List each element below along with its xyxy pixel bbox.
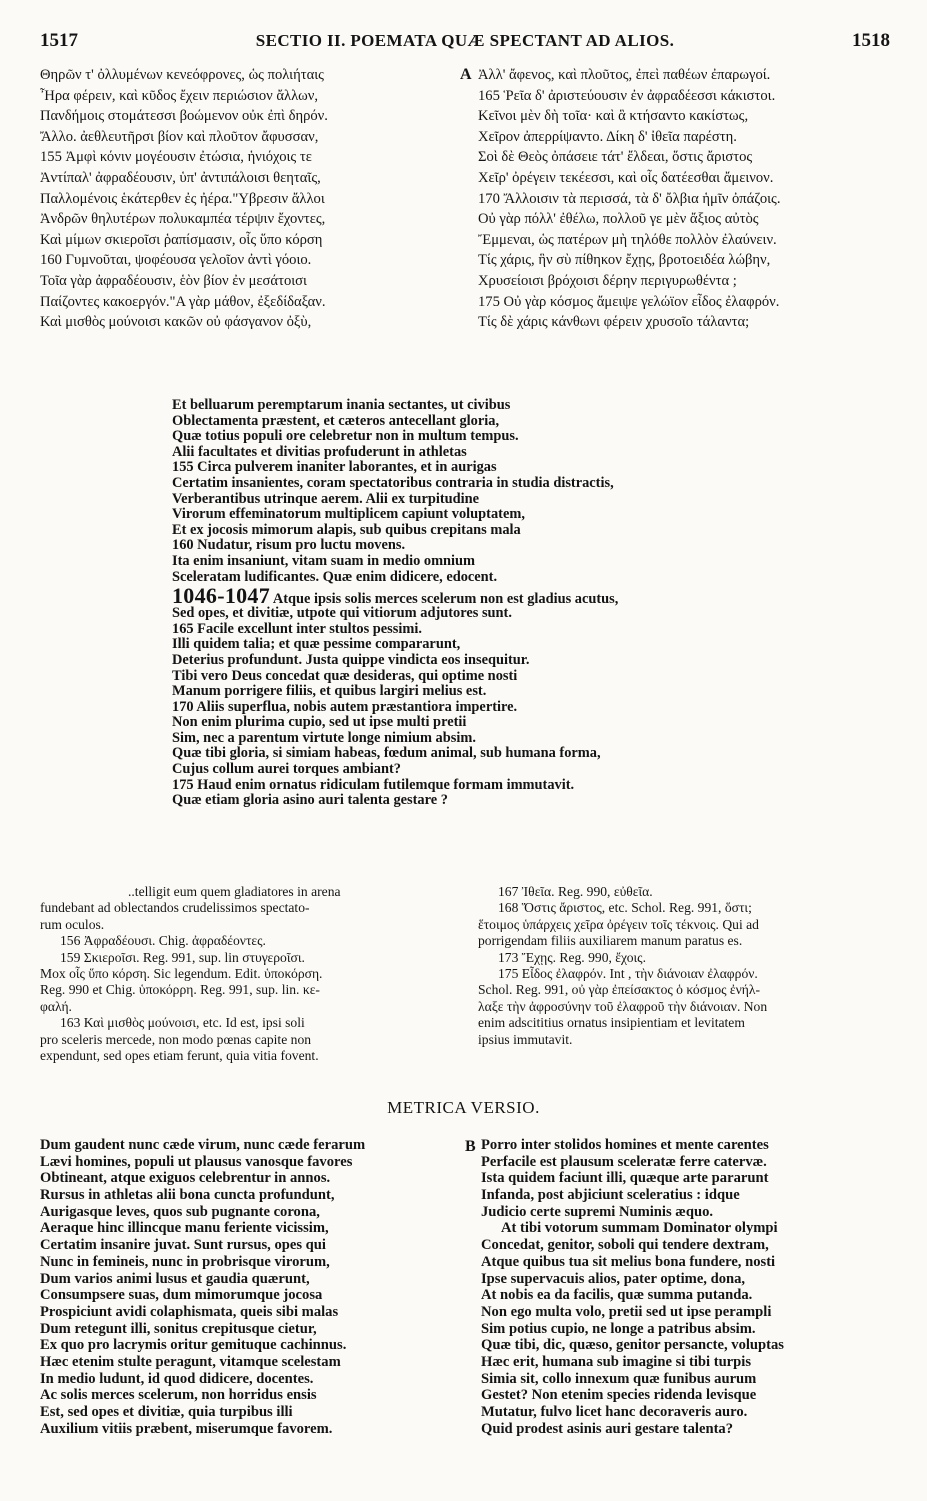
column-number: 1046-1047 xyxy=(172,585,271,607)
greek-line: Πανδήμοις στομάτεσσι βοώμενον οὐκ ἐπὶ δηρόν. xyxy=(40,108,328,125)
page-number-left: 1517 xyxy=(40,30,78,51)
metrica-left xyxy=(40,1137,460,1437)
verse-line: Sim potius cupio, ne longe a patribus absim. xyxy=(481,1320,756,1337)
verse-line: Mutatur, fulvo licet hanc decoraveris auro. xyxy=(481,1404,748,1420)
latin-line: Et ex jocosis mimorum alapis, sub quibus crepitans mala xyxy=(172,522,521,538)
footnote-line: ipsius immutavit. xyxy=(478,1031,573,1047)
footnote-line: 159 Σκιεροῖσι. Reg. 991, sup. lin στυγεροῖσι. xyxy=(60,949,305,965)
margin-marker-a: A xyxy=(460,66,472,83)
latin-line: Cujus collum aurei torques ambiant? xyxy=(172,762,401,778)
verse-line: Judicio certe supremi Numinis æquo. xyxy=(481,1203,714,1220)
greek-text-left xyxy=(40,65,458,333)
verse-line: Nunc in femineis, nunc in probrisque virorum, xyxy=(40,1253,330,1270)
verse-line: Lævi homines, populi ut plausus vanosque favores xyxy=(40,1153,353,1170)
verse-line: Quid prodest asinis auri gestare talenta? xyxy=(481,1420,734,1437)
footnote-line: 167 Ἰθεῖα. Reg. 990, εὐθεῖα. xyxy=(498,884,653,899)
verse-line: Certatim insanire juvat. Sunt rursus, opes qui xyxy=(40,1237,326,1254)
latin-line-with-column-number xyxy=(172,585,812,606)
verse-line: Rursus in athletas alii bona cuncta profundunt, xyxy=(40,1187,335,1204)
footnote-line: 173 Ἔχῃς. Reg. 990, ἔχοις. xyxy=(498,949,646,965)
latin-line: 165 Facile excellunt inter stultos pessimi. xyxy=(172,621,422,637)
verse-line: Quæ tibi, dic, quæso, genitor persancte, voluptas xyxy=(481,1337,784,1354)
footnote-line: 163 Καὶ μισθὸς μούνοισι, etc. Id est, ipsi soli xyxy=(60,1015,305,1031)
verse-line: In medio ludunt, id quod didicere, docentes. xyxy=(40,1370,314,1387)
latin-line: Deterius profundunt. Justa quippe vindicta eos insequitur. xyxy=(172,652,530,668)
greek-text-right xyxy=(478,65,890,333)
footnote-line: fundebant ad oblectandos crudelissimos spectato- xyxy=(40,900,310,916)
latin-line-text: Atque ipsis solis merces scelerum non est gladius acutus, xyxy=(272,591,619,607)
greek-line: Οὐ γὰρ πόλλ' ἐθέλω, πολλοῦ γε μὲν ἄξιος αὐτὸς xyxy=(478,211,759,228)
footnote-line: pro sceleris mercede, non modo pœnas capite non xyxy=(40,1031,312,1047)
verse-line: Hæc erit, humana sub imagine si tibi turpis xyxy=(481,1353,752,1370)
latin-line: Manum porrigere filiis, et quibus largiri melius est. xyxy=(172,684,487,700)
latin-line: Sed opes, et divitiæ, utpote qui vitiorum adjutores sunt. xyxy=(172,606,512,622)
verse-line: Simia sit, collo innexum quæ funibus aurum xyxy=(481,1370,757,1387)
footnote-line: λαξε τὴν ἀφροσύνην τοῦ ἐλαφροῦ τὴν διάνοιαν. Non xyxy=(478,998,768,1014)
verse-line: Dum gaudent nunc cæde virum, nunc cæde ferarum xyxy=(40,1137,366,1153)
page-header xyxy=(40,30,890,56)
latin-translation xyxy=(172,398,812,809)
latin-line: Certatim insanientes, coram spectatoribus contraria in studia distractis, xyxy=(172,475,614,491)
verse-line: Aeraque hinc illincque manu feriente vicissim, xyxy=(40,1220,329,1237)
verse-line: Ex quo pro lacrymis oritur gemituque cachinnus. xyxy=(40,1337,347,1354)
verse-line: Ipse supervacuis alios, pater optime, dona, xyxy=(481,1270,746,1287)
footnote-line: Schol. Reg. 991, οὐ γὰρ ἐπείσακτος ὁ κόσμος ἐνήλ- xyxy=(478,982,760,998)
greek-line: Ἦρα φέρειν, καὶ κῦδος ἔχειν περιώσιον ἄλλων, xyxy=(40,87,319,104)
verse-line: Non ego multa volo, pretii sed ut ipse perampli xyxy=(481,1303,772,1320)
greek-line: Καὶ μισθὸς μούνοισι κακῶν οὐ φάσγανον ὀξὺ, xyxy=(40,314,312,331)
latin-line: Oblectamenta præstent, et cæteros antecellant gloria, xyxy=(172,413,500,429)
greek-line: 175 Οὐ γὰρ κόσμος ἄμειψε γελώϊον εἶδος ἐλαφρόν. xyxy=(478,293,780,310)
verse-line: Aurigasque leves, quos sub pugnante corona, xyxy=(40,1203,320,1220)
latin-line: Quæ etiam gloria asino auri talenta gestare ? xyxy=(172,793,448,809)
footnote-line: expendunt, sed opes etiam ferunt, quia vitia fovent. xyxy=(40,1047,319,1063)
greek-line: Ἀντίπαλ' ἀφραδέουσιν, ὑπ' ἀντιπάλοισι θεηταῖς, xyxy=(40,169,321,186)
verse-line: At nobis ea da facilis, quæ summa putanda. xyxy=(481,1287,753,1304)
greek-line: 160 Γυμνοῦται, ψοφέουσα γελοῖον ἀντὶ γόοιο. xyxy=(40,252,312,269)
latin-line: Alii facultates et divitias profuderunt in athletas xyxy=(172,444,467,460)
footnotes-right xyxy=(478,884,890,1048)
verse-line: Perfacile est plausum sceleratæ ferre catervæ. xyxy=(481,1153,767,1170)
greek-line: Ἄλλο. ἀεθλευτῆρσι βίον καὶ πλοῦτον ἄφυσσαν, xyxy=(40,128,319,145)
footnote-line: rum oculos. xyxy=(40,916,105,932)
verse-line: Atque quibus tua sit melius bona fundere, nosti xyxy=(481,1253,776,1270)
greek-line: Χρυσείοισι βρόχοισι δέρην περιγυρωθέντα ; xyxy=(478,272,737,289)
greek-line: Παλλομένοις ἑκάτερθεν ἐς ἠέρα."Υβρεσιν ἄλλοι xyxy=(40,190,325,207)
footnote-line: φαλή. xyxy=(40,998,72,1014)
verse-line: Est, sed opes et divitiæ, quia turpibus illi xyxy=(40,1404,293,1420)
latin-line: 155 Circa pulverem inaniter laborantes, et in aurigas xyxy=(172,460,497,476)
greek-line: Ἔμμεναι, ὡς πατέρων μὴ τηλόθε πολλὸν ἐλαύνειν. xyxy=(478,231,777,248)
footnote-line: ..telligit eum quem gladiatores in arena xyxy=(128,884,341,899)
greek-line: Καὶ μίμων σκιεροῖσι ῥαπίσμασιν, οἷς ὕπο κόρση xyxy=(40,231,323,248)
latin-line: Virorum effeminatorum multiplicem capiunt voluptatem, xyxy=(172,507,525,523)
metrica-right xyxy=(481,1137,891,1437)
verse-line: Dum varios animi lusus et gaudia quærunt, xyxy=(40,1270,310,1287)
verse-line: Hæc etenim stulte peragunt, vitamque scelestam xyxy=(40,1353,341,1370)
latin-line: 175 Haud enim ornatus ridiculam futilemque formam immutavit. xyxy=(172,777,575,793)
footnote-line: 168 Ὅστις ἄριστος, etc. Schol. Reg. 991, ὅστι; xyxy=(498,900,752,916)
footnote-line: Mox οἷς ὕπο κόρση. Sic legendum. Edit. ὑποκόρση. xyxy=(40,965,323,981)
latin-line: Non enim plurima cupio, sed ut ipse multi pretii xyxy=(172,715,467,731)
latin-line: Et belluarum peremptarum inania sectantes, ut civibus xyxy=(172,398,511,413)
greek-line: Σοὶ δὲ Θεὸς ὀπάσειε τάτ' ἔλδεαι, ὅστις ἄριστος xyxy=(478,149,753,166)
latin-line: Quæ tibi gloria, si simiam habeas, fœdum animal, sub humana forma, xyxy=(172,746,601,762)
footnotes-left xyxy=(40,884,458,1064)
greek-line: Τοῖα γὰρ ἀφραδέουσιν, ἑὸν βίον ἐν μεσάτοισι xyxy=(40,272,307,289)
footnote-line: Reg. 990 et Chig. ὑποκόρρη. Reg. 991, sup. lin. κε- xyxy=(40,982,320,998)
verse-line: Gestet? Non etenim species ridenda levisque xyxy=(481,1387,757,1404)
running-title: SECTIO II. POEMATA QUÆ SPECTANT AD ALIOS. xyxy=(255,31,675,50)
greek-line: Τίς δὲ χάρις κάνθωνι φέρειν χρυσοῖο τάλαντα; xyxy=(478,314,750,331)
metrica-versio-title: METRICA VERSIO. xyxy=(387,1098,540,1117)
greek-line: 165 Ῥεῖα δ' ἀριστεύουσιν ἐν ἀφραδέεσσι κάκιστοι. xyxy=(478,87,776,104)
latin-line: Ita enim insaniunt, vitam suam in medio omnium xyxy=(172,553,476,569)
verse-line: Prospiciunt avidi colaphismata, queis sibi malas xyxy=(40,1303,339,1320)
verse-line: Ista quidem faciunt illi, quæque arte pararunt xyxy=(481,1170,769,1187)
greek-line: Ἀλλ' ἄφενος, καὶ πλοῦτος, ἐπεὶ παθέων ἐπαρωγοί. xyxy=(478,67,771,83)
greek-line: Κεῖνοι μὲν δὴ τοῖα· καὶ ἃ κτήσαντο κακίστως, xyxy=(478,108,749,125)
footnote-line: enim adscititius ornatus insipientiam et levitatem xyxy=(478,1015,745,1031)
verse-line: Infanda, post abjiciunt sceleratius : idque xyxy=(481,1187,740,1204)
footnote-line: porrigendam filiis auxiliarem manum paratus es. xyxy=(478,933,743,949)
verse-line: Porro inter stolidos homines et mente carentes xyxy=(481,1137,769,1153)
page-number-right: 1518 xyxy=(852,30,890,51)
latin-line: 160 Nudatur, risum pro luctu movens. xyxy=(172,538,406,554)
footnote-line: 156 Ἀφραδέουσι. Chig. ἀφραδέοντες. xyxy=(60,933,266,949)
greek-line: Χεῖρον ἀπερρίψαντο. Δίκη δ' ἰθεῖα παρέστη. xyxy=(478,128,737,145)
latin-line: Tibi vero Deus concedat quæ desideras, qui optime nosti xyxy=(172,668,518,684)
margin-marker-b: B xyxy=(465,1138,476,1155)
verse-line: At tibi votorum summam Dominator olympi xyxy=(501,1220,778,1237)
verse-line: Dum retegunt illi, sonitus crepitusque cietur, xyxy=(40,1320,317,1337)
greek-line: Χεῖρ' ὀρέγειν τεκέεσσι, καὶ οἷς δατέεσθαι ἄμεινον. xyxy=(478,169,774,186)
verse-line: Obtineant, atque exiguos celebrentur in annos. xyxy=(40,1170,331,1187)
latin-line: Sceleratam ludificantes. Quæ enim didicere, edocent. xyxy=(172,569,498,585)
latin-line: Illi quidem talia; et quæ pessime compararunt, xyxy=(172,637,461,653)
verse-line: Ac solis merces scelerum, non horridus ensis xyxy=(40,1387,317,1404)
greek-line: Παίζοντες κακοεργόν."Α γὰρ μάθον, ἐξεδίδαξαν. xyxy=(40,293,326,310)
greek-line: Θηρῶν τ' ὀλλυμένων κενεόφρονες, ὡς πολιήταις xyxy=(40,67,324,83)
footnote-line: 175 Εἶδος ἐλαφρόν. Int , τὴν διάνοιαν ἐλαφρόν. xyxy=(498,965,758,981)
greek-line: 170 Ἄλλοισιν τὰ περισσά, τὰ δ' ὄλβια ἡμῖν ὀπάζοις. xyxy=(478,190,781,207)
greek-line: 155 Ἀμφὶ κόνιν μογέουσιν ἐτώσια, ἡνιόχοις τε xyxy=(40,149,312,166)
verse-line: Concedat, genitor, soboli qui tendere dextram, xyxy=(481,1237,769,1254)
latin-line: Sim, nec a parentum virtute longe nimium absim. xyxy=(172,730,476,746)
greek-line: Τίς χάρις, ἣν σὺ πίθηκον ἔχῃς, βροτοειδέα λώβην, xyxy=(478,252,771,269)
latin-line: Quæ totius populi ore celebretur non in multum tempus. xyxy=(172,429,519,445)
verse-line: Consumpsere suas, dum mimorumque jocosa xyxy=(40,1287,323,1304)
latin-line: 170 Aliis superflua, nobis autem præstantiora impertire. xyxy=(172,699,518,715)
greek-line: Ἀνδρῶν θηλυτέρων πολυκαμπέα τέρψιν ἔχοντες, xyxy=(40,211,326,228)
footnote-line: ἕτοιμος ὑπάρχεις χεῖρα ὀρέγειν τοῖς τέκνοις. Qui ad xyxy=(478,916,759,932)
latin-line: Verberantibus utrinque aerem. Alii ex turpitudine xyxy=(172,491,480,507)
verse-line: Auxilium vitiis præbent, miserumque favorem. xyxy=(40,1420,333,1437)
